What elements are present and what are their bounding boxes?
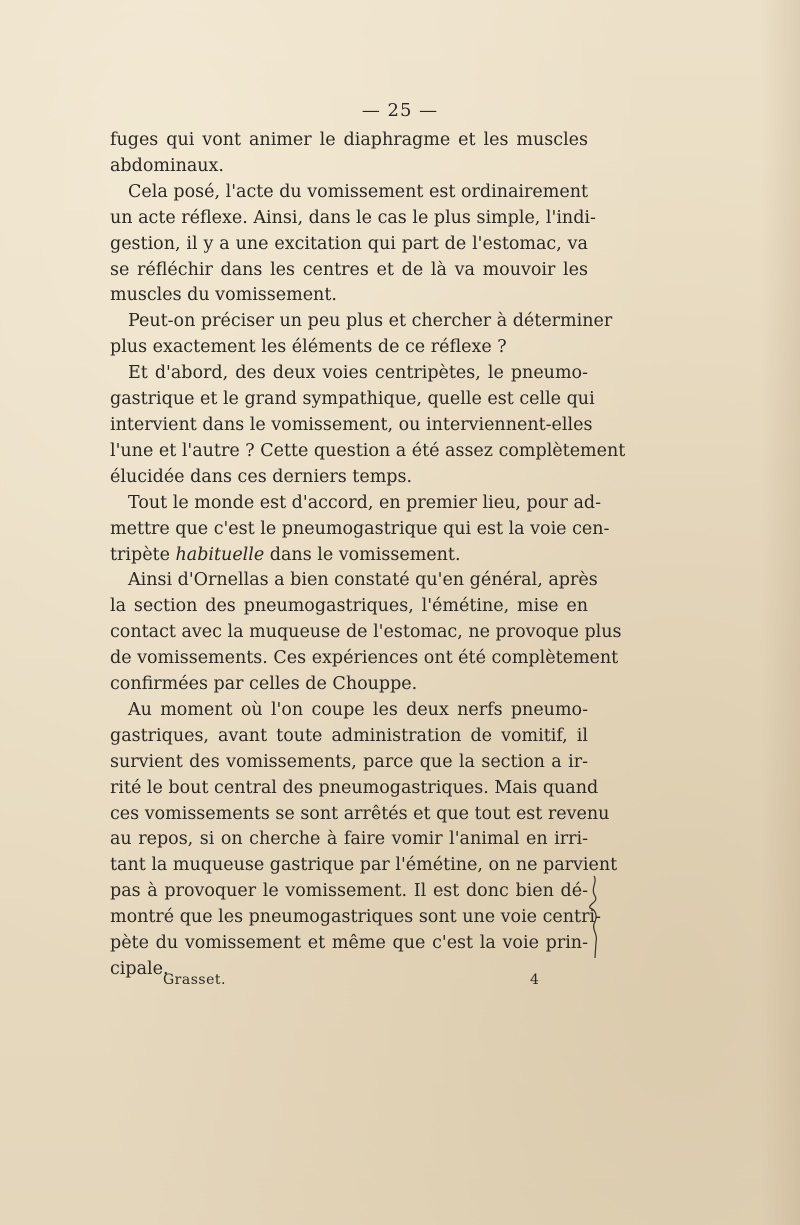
text-line: gastrique et le grand sympathique, quelle est celle qui: [110, 389, 595, 410]
text-line: au repos, si on cherche à faire vomir l'animal en irri-: [110, 829, 588, 850]
text-line: tant la muqueuse gastrique par l'émétine, on ne parvient: [110, 855, 618, 876]
text-line: Ainsi d'Ornellas a bien constaté qu'en général, après: [128, 570, 598, 591]
text-line: rité le bout central des pneumogastriques. Mais quand: [110, 777, 599, 798]
footer-author: Grasset.: [163, 972, 226, 988]
text-line: Tout le monde est d'accord, en premier lieu, pour ad-: [128, 492, 601, 513]
text-line: montré que les pneumogastriques sont une voie centri-: [110, 907, 601, 928]
body-text: [110, 128, 626, 983]
text-line: un acte réflexe. Ainsi, dans le cas le plus simple, l'indi-: [110, 207, 596, 228]
text-line: intervient dans le vomissement, ou interviennent-elles: [110, 414, 593, 435]
text-line: tripète habituelle dans le vomissement.: [110, 544, 461, 565]
paragraph: [110, 180, 596, 310]
margin-brace-mark: [586, 872, 606, 962]
footer-signature: 4: [530, 972, 540, 988]
text-line: ces vomissements se sont arrêtés et que tout est revenu: [110, 803, 610, 824]
page-number: — 25 —: [361, 100, 439, 121]
text-line: pète du vomissement et même que c'est la voie prin-: [110, 933, 588, 954]
paragraph: [110, 128, 588, 180]
text-line: survient des vomissements, parce que la section a ir-: [110, 751, 588, 772]
text-line: muscles du vomissement.: [110, 285, 337, 306]
text-line: Au moment où l'on coupe les deux nerfs pneumo-: [128, 699, 588, 720]
paragraph: [110, 698, 618, 983]
text-line: abdominaux.: [110, 155, 224, 176]
text-line: se réfléchir dans les centres et de là va mouvoir les: [110, 259, 588, 280]
italic-word: habituelle: [175, 544, 265, 565]
paragraph: [110, 361, 626, 491]
text-line: Cela posé, l'acte du vomissement est ordinairement: [128, 181, 588, 202]
text-line: la section des pneumogastriques, l'émétine, mise en: [110, 596, 588, 617]
text-line: pas à provoquer le vomissement. Il est donc bien dé-: [110, 881, 588, 902]
text-line: de vomissements. Ces expériences ont été complètement: [110, 648, 619, 669]
text-line: Et d'abord, des deux voies centripètes, le pneumo-: [128, 363, 588, 384]
paragraph: [110, 491, 610, 569]
text-line: élucidée dans ces derniers temps.: [110, 466, 413, 487]
paragraph: [110, 568, 622, 698]
text-line: l'une et l'autre ? Cette question a été assez complètement: [110, 440, 626, 461]
text-line: plus exactement les éléments de ce réflexe ?: [110, 337, 507, 358]
text-line: contact avec la muqueuse de l'estomac, ne provoque plus: [110, 622, 622, 643]
text-line: gastriques, avant toute administration de vomitif, il: [110, 725, 588, 746]
text-line: fuges qui vont animer le diaphragme et les muscles: [110, 130, 588, 150]
text-line: Peut-on préciser un peu plus et chercher à déterminer: [128, 311, 613, 332]
text-line: cipale.: [110, 959, 169, 979]
text-line: gestion, il y a une excitation qui part de l'estomac, va: [110, 233, 588, 254]
paragraph: [110, 309, 613, 361]
text-line: confirmées par celles de Chouppe.: [110, 674, 418, 695]
text-line: mettre que c'est le pneumogastrique qui est la voie cen-: [110, 518, 610, 539]
